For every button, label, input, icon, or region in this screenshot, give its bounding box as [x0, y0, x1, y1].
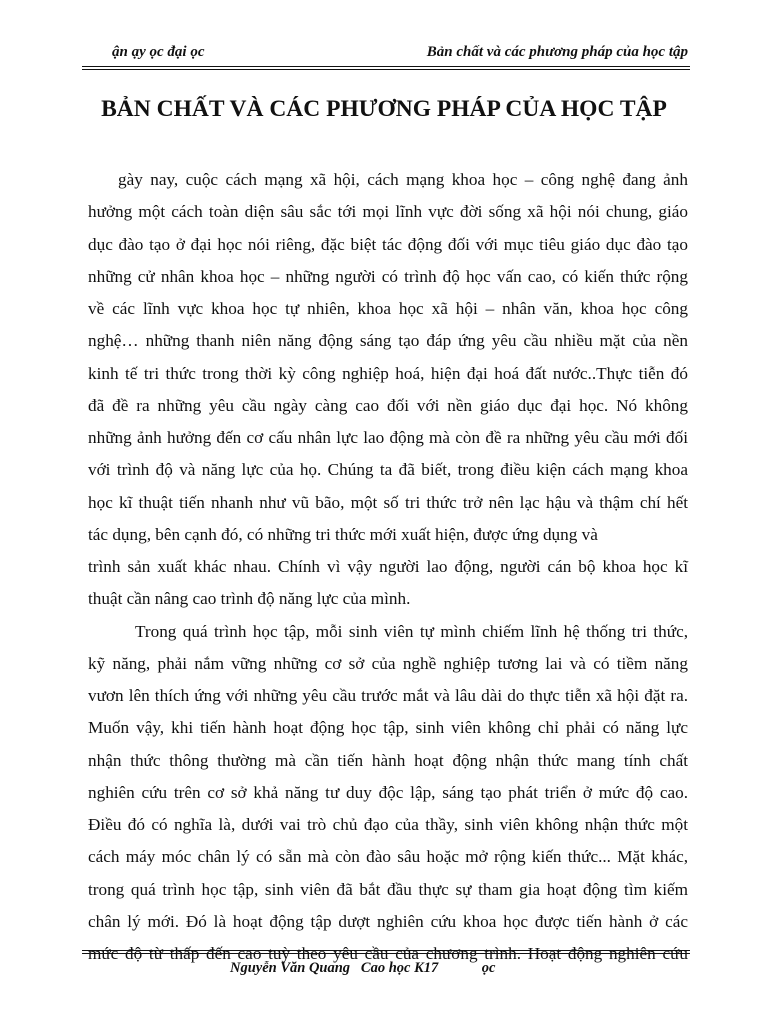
text-line: kỹ năng, phải nắm vững những cơ sở của nghề nghiệp tương lai và có tiềm năng: [88, 653, 688, 673]
text-line: Điều đó có nghĩa là, dưới vai trò chủ đạo của thầy, sinh viên không nhận thức một: [88, 815, 688, 834]
footer-rule-bottom: [82, 953, 690, 954]
text-line: nghệ… những thanh niên năng động sáng tạo đáp ứng yêu cầu nhiều mặt của nền: [88, 331, 688, 351]
text-line: về các lĩnh vực khoa học tự nhiên, khoa học xã hội – nhân văn, khoa học công: [88, 299, 688, 318]
text-line: nhận thức thông thường mà cần tiến hành hoạt động nhận thức mang tính chất: [88, 750, 688, 770]
text-line: thuật cần nâng cao trình độ năng lực của mình.: [88, 589, 411, 609]
text-line: nghiên cứu trên cơ sở khả năng tư duy độc lập, sáng tạo phát triển ở mức độ cao.: [88, 782, 688, 802]
text-line: tác dụng, bên cạnh đó, có những tri thức mới xuất hiện, được ứng dụng và: [88, 524, 598, 544]
footer-rule-top: [82, 950, 690, 951]
text-line: những cử nhân khoa học – những người có trình độ học vấn cao, có kiến thức rộng: [88, 266, 688, 286]
header-right: Bản chất và các phương pháp của học tập: [426, 44, 688, 60]
header-rule-bottom: [82, 69, 690, 70]
text-line: với trình độ và năng lực của họ. Chúng ta đã biết, trong điều kiện cách mạng khoa: [88, 460, 688, 480]
paragraph-1: [88, 164, 688, 616]
text-line: học kĩ thuật tiến nhanh như vũ bão, một số tri thức trở nên lạc hậu và thậm chí hết: [88, 492, 688, 512]
text-line: trình sản xuất khác nhau. Chính vì vậy người lao động, người cán bộ khoa học kĩ: [88, 557, 688, 576]
text-line: mức độ từ thấp đến cao tuỳ theo yêu cầu của chương trình. Hoạt động nghiên cứu: [88, 944, 688, 963]
text-line: gày nay, cuộc cách mạng xã hội, cách mạng khoa học – công nghệ đang ảnh: [118, 170, 688, 189]
text-line: kinh tế tri thức trong thời kỳ công nghiệp hoá, hiện đại hoá đất nước..Thực tiễn đó: [88, 363, 688, 383]
text-line: dục đào tạo ở đại học nói riêng, đặc biệt tác động đối với mục tiêu giáo dục đào tạo: [88, 234, 688, 254]
text-line: vươn lên thích ứng với những yêu cầu trước mắt và lâu dài do thực tiễn xã hội đặt ra.: [88, 686, 688, 705]
header-rule-top: [82, 66, 690, 67]
document-title: BẢN CHẤT VÀ CÁC PHƯƠNG PHÁP CỦA HỌC TẬP: [101, 96, 667, 122]
header-left: ận ạy ọc đại ọc: [112, 44, 205, 60]
text-line: đã đề ra những yêu cầu ngày càng cao đối với nền giáo dục đại học. Nó không: [88, 395, 688, 415]
text-line: Trong quá trình học tập, mỗi sinh viên tự mình chiếm lĩnh hệ thống tri thức,: [135, 621, 688, 641]
text-line: trong quá trình học tập, sinh viên đã bắt đầu thực sự tham gia hoạt động tìm kiếm: [88, 879, 688, 899]
paragraph-2: [88, 616, 688, 971]
text-line: hưởng một cách toàn diện sâu sắc tới mọi lĩnh vực đời sống xã hội nói chung, giáo: [88, 202, 688, 222]
text-line: chân lý mới. Đó là hoạt động tập dượt nghiên cứu khoa học được tiến hành ở các: [88, 911, 688, 931]
document-body: [88, 164, 688, 970]
text-line: Muốn vậy, khi tiến hành hoạt động học tập, sinh viên không chỉ phải có năng lực: [88, 718, 688, 738]
footer-text: Nguyễn Văn Quang Cao học K17 ọc: [230, 960, 496, 976]
text-line: những ảnh hưởng đến cơ cấu nhân lực lao động mà còn đề ra những yêu cầu mới đối: [88, 428, 688, 447]
text-line: cách máy móc chân lý có sẵn mà còn đào sâu hoặc mở rộng kiến thức... Mặt khác,: [88, 847, 688, 867]
